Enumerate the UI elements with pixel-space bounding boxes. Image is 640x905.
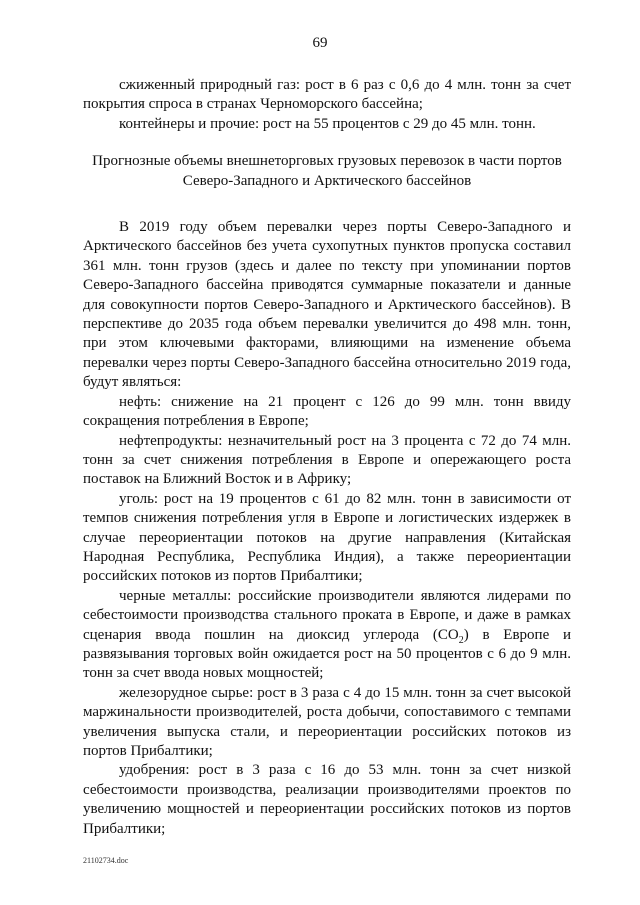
paragraph-iron-ore: железорудное сырье: рост в 3 раза с 4 до 15 млн. тонн за счет высокой маржинальности производителей, роста добычи, сопоставимого с темпами увеличения выпуска стали, и переориентации российских потоков из портов Прибалтики; [83, 684, 571, 759]
section-heading-line-1: Прогнозные объемы внешнеторговых грузовых перевозок в части портов [92, 153, 562, 170]
section-heading-line-2: Северо-Западного и Арктического бассейнов [182, 172, 472, 189]
page-number: 69 [312, 35, 328, 51]
paragraph-containers: контейнеры и прочие: рост на 55 процентов с 29 до 45 млн. тонн. [119, 115, 536, 132]
footer-filename: 21102734.doc [83, 856, 129, 865]
document-body [83, 76, 571, 839]
metals-text-after: ) в Европе и развязывания торговых войн ожидается рост на 50 процентов с 6 до 9 млн. тонн за счет ввода новых мощностей; [83, 626, 571, 682]
paragraph-fertilizers: удобрения: рост в 3 раза с 16 до 53 млн. тонн за счет низкой себестоимости производства, реализации производителями проектов по увеличению мощностей и переориентации российских потоков из портов Прибалтики; [83, 762, 571, 837]
co2-subscript: 2 [458, 634, 464, 646]
metals-text-before: черные металлы: российские производители являются лидерами по себестоимости производства стального проката в Европе, и даже в рамках сценария ввода пошлин на диоксид углерода (CO [83, 587, 571, 643]
section-heading [83, 152, 571, 191]
paragraph-oil: нефть: снижение на 21 процент с 126 до 99 млн. тонн ввиду сокращения потребления в Европе; [83, 393, 571, 430]
paragraph-lng: сжиженный природный газ: рост в 6 раз с 0,6 до 4 млн. тонн за счет покрытия спроса в странах Черноморского бассейна; [83, 77, 571, 113]
paragraph-ferrous-metals [83, 587, 571, 684]
paragraph-oil-products: нефтепродукты: незначительный рост на 3 процента с 72 до 74 млн. тонн за счет снижения потребления в Европе и опережающего роста поставок на Ближний Восток и в Африку; [83, 432, 571, 488]
paragraph-intro: В 2019 году объем перевалки через порты Северо-Западного и Арктического бассейнов без учета сухопутных пунктов пропуска составил 361 млн. тонн грузов (здесь и далее по тексту при упоминании портов Северо-Западного бассейна приводятся суммарные показатели и данные для совокупности портов Северо-Западного и Арктического бассейнов). В перспективе до 2035 года объем перевалки увеличится до 498 млн. тонн, при этом ключевыми факторами, влияющими на изменение объема перевалки через порты Северо-Западного бассейна относительно 2019 года, будут являться: [83, 219, 571, 391]
paragraph-coal: уголь: рост на 19 процентов с 61 до 82 млн. тонн в зависимости от темпов снижения потребления угля в Европе и логистических издержек в случае переориентации потоков на другие направления (Китайская Народная Республика, Республика Индия), а также переориентации российских потоков из портов Прибалтики; [83, 490, 571, 585]
